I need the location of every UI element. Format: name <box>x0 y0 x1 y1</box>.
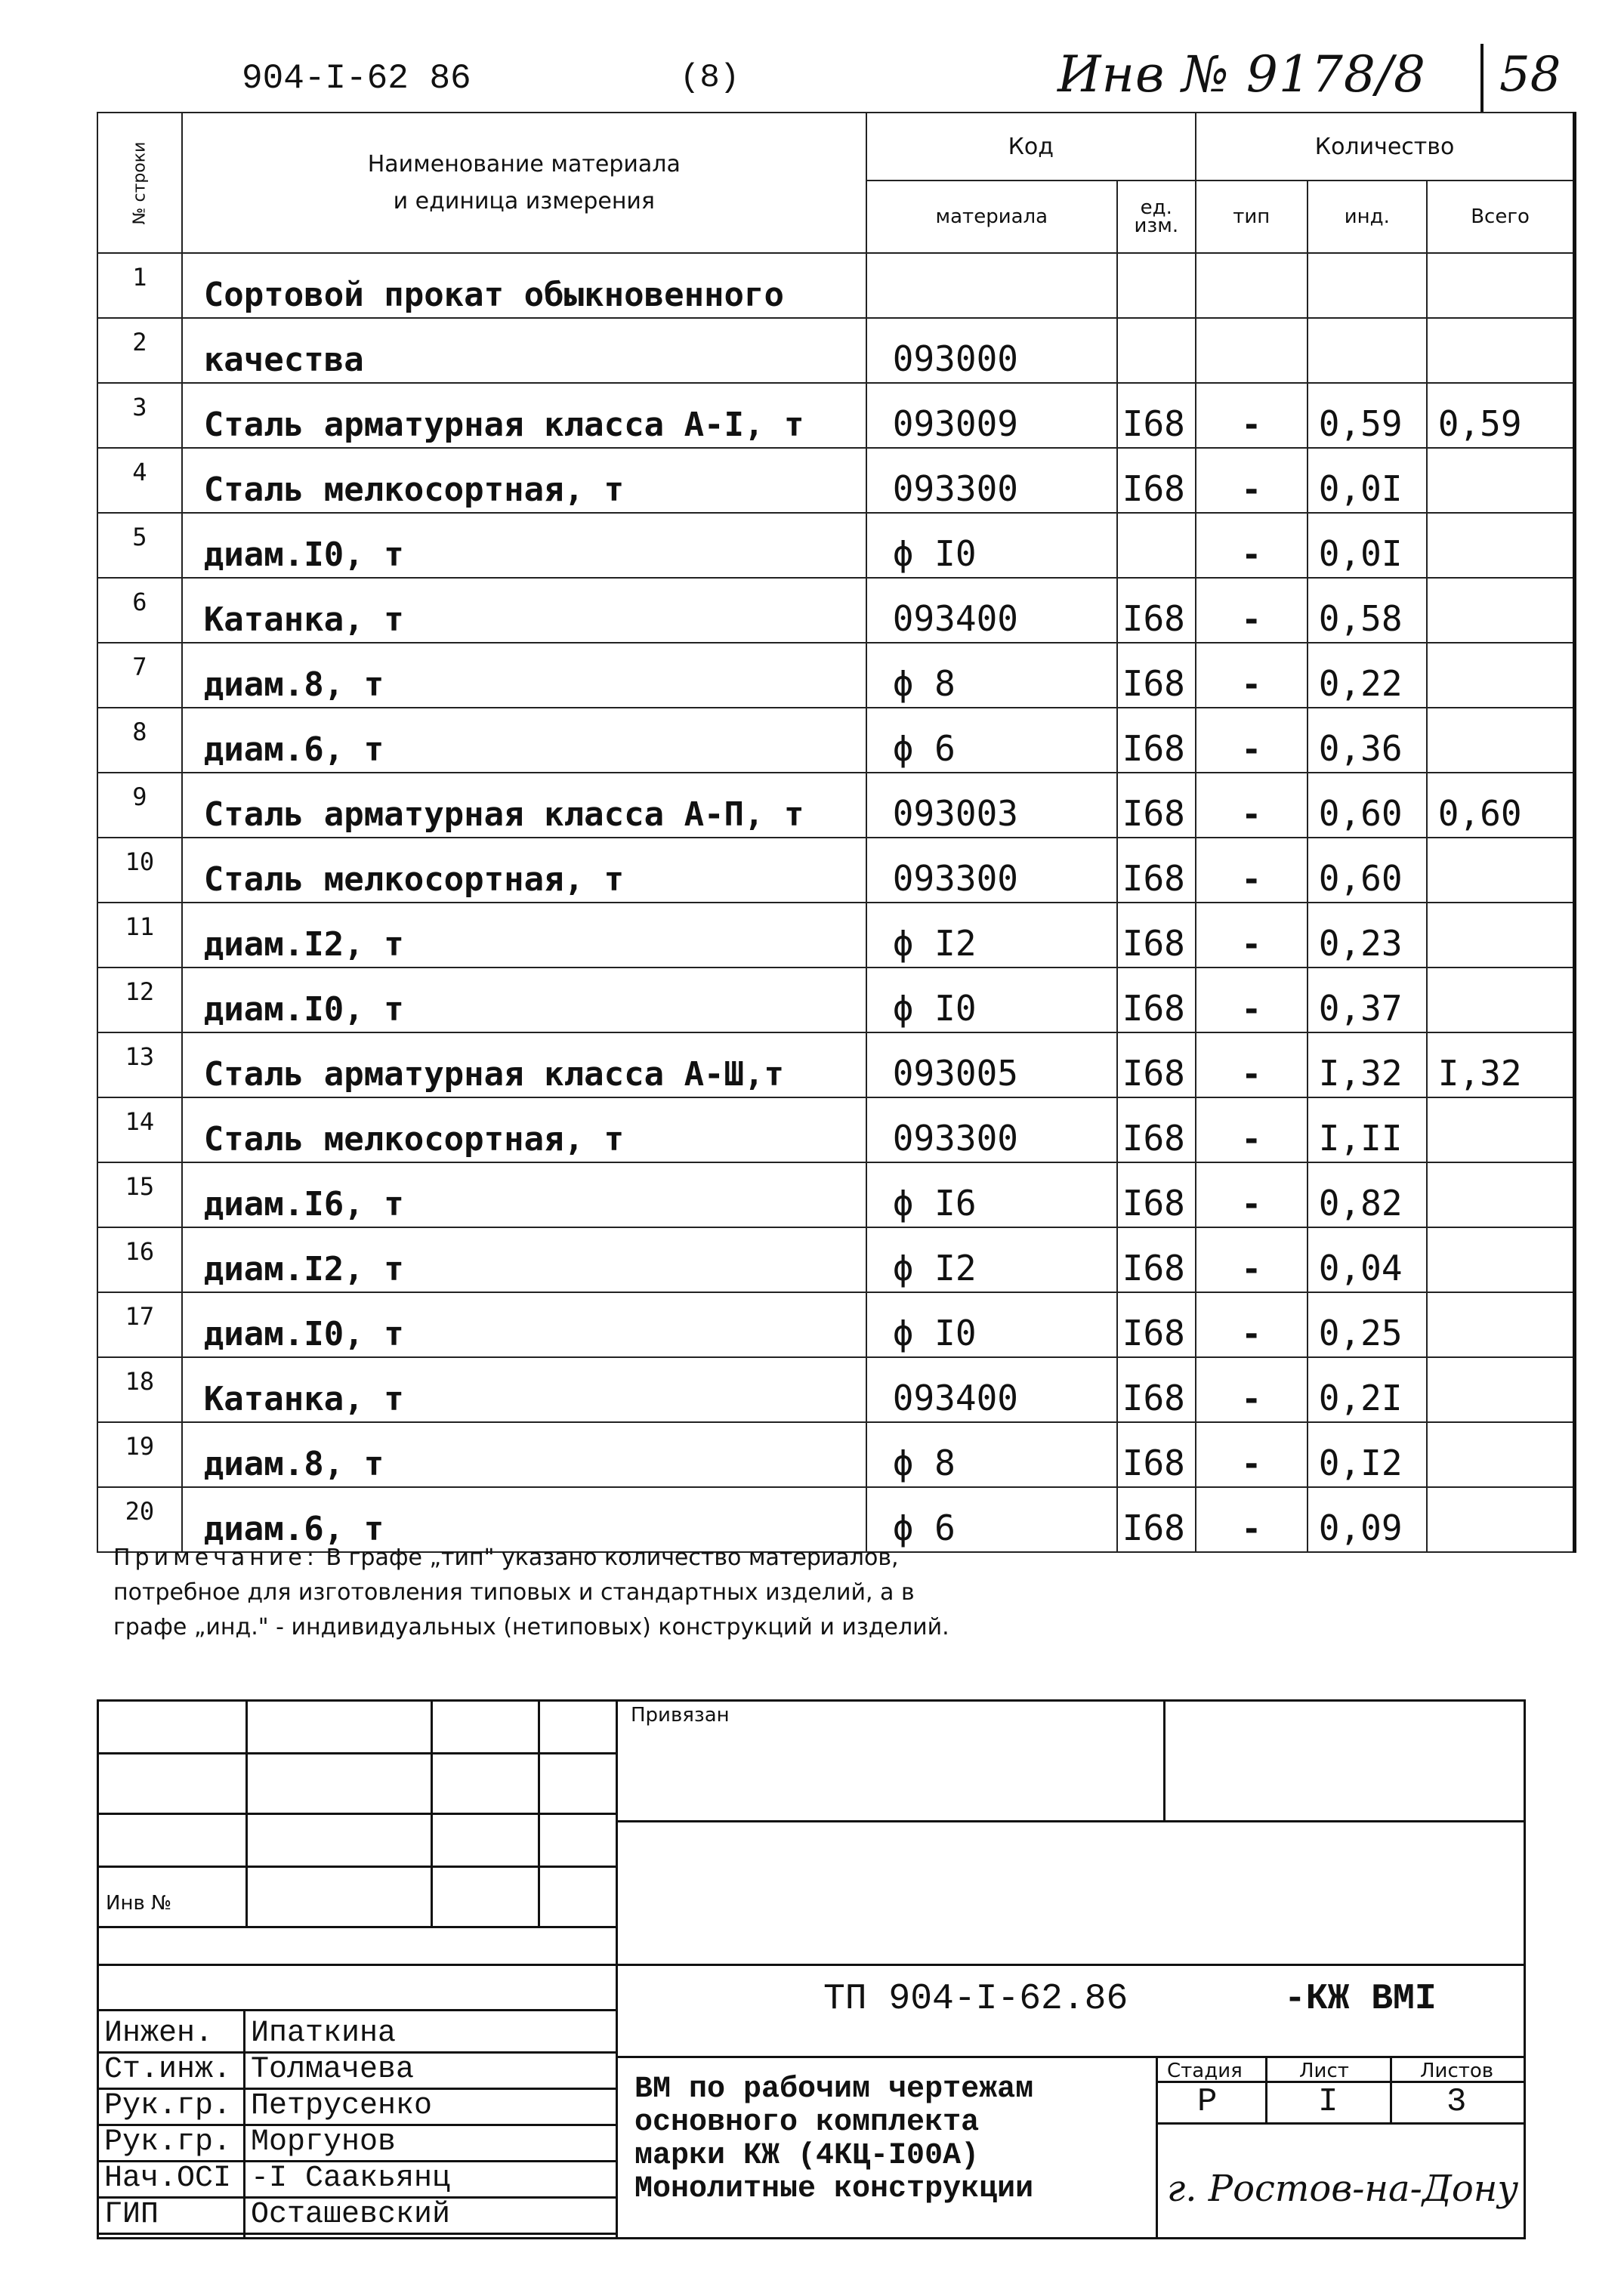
unit-code <box>1117 318 1196 383</box>
material-code: ϕ I0 <box>866 1292 1117 1357</box>
title-doc-suffix: -КЖ ВМI <box>1284 1979 1437 2020</box>
signature-role: ГИП <box>104 2198 159 2232</box>
qty-ind: 0,60 <box>1308 773 1427 838</box>
stage-value: Р <box>1197 2083 1218 2121</box>
qty-total <box>1427 253 1575 318</box>
qty-type: - <box>1196 968 1308 1032</box>
material-name: диам.I0, т <box>182 968 866 1032</box>
qty-total-header: Всего <box>1427 181 1575 253</box>
qty-ind: I,II <box>1308 1097 1427 1162</box>
unit-code: I68 <box>1117 643 1196 708</box>
qty-ind: 0,25 <box>1308 1292 1427 1357</box>
material-code: ϕ I0 <box>866 513 1117 578</box>
table-row <box>97 1032 1575 1097</box>
table-row <box>97 773 1575 838</box>
note-text: В графе „тип" указано количество материалов, потребное для изготовления типовых и стандартных изделий, а в графе „инд." - индивидуальных (нетиповых) конструкций и изделий. <box>113 1545 949 1640</box>
qty-type: - <box>1196 643 1308 708</box>
material-code: 093300 <box>866 448 1117 513</box>
qty-total <box>1427 1422 1575 1487</box>
qty-total <box>1427 1227 1575 1292</box>
header-divider <box>1480 44 1484 112</box>
qty-type: - <box>1196 578 1308 643</box>
row-number: 5 <box>97 513 182 578</box>
signature-name: Осташевский <box>251 2198 451 2232</box>
note <box>113 1541 990 1645</box>
quantity-header: Количество <box>1196 113 1575 181</box>
qty-type: - <box>1196 708 1308 773</box>
material-name: Катанка, т <box>182 578 866 643</box>
signature-name: Моргунов <box>251 2125 397 2159</box>
qty-type: - <box>1196 513 1308 578</box>
inventory-number: Инв № 9178/8 <box>1057 45 1427 103</box>
table-row <box>97 903 1575 968</box>
unit-code: I68 <box>1117 1097 1196 1162</box>
qty-ind: 0,58 <box>1308 578 1427 643</box>
material-name: Сортовой прокат обыкновенного <box>182 253 866 318</box>
material-code: ϕ 6 <box>866 1487 1117 1552</box>
material-code: 093005 <box>866 1032 1117 1097</box>
material-name: диам.I2, т <box>182 1227 866 1292</box>
row-number: 8 <box>97 708 182 773</box>
qty-type: - <box>1196 383 1308 448</box>
unit-code: I68 <box>1117 1422 1196 1487</box>
row-number: 2 <box>97 318 182 383</box>
qty-type: - <box>1196 1487 1308 1552</box>
material-name: Катанка, т <box>182 1357 866 1422</box>
table-row <box>97 513 1575 578</box>
row-number: 11 <box>97 903 182 968</box>
signature-role: Нач.ОСI <box>104 2162 232 2196</box>
city: г. Ростов-на-Дону <box>1167 2168 1519 2210</box>
row-number: 3 <box>97 383 182 448</box>
qty-ind: 0,04 <box>1308 1227 1427 1292</box>
material-name: диам.I6, т <box>182 1162 866 1227</box>
qty-type: - <box>1196 1097 1308 1162</box>
table-row <box>97 1292 1575 1357</box>
note-label: Примечание: <box>113 1545 319 1571</box>
qty-type: - <box>1196 1227 1308 1292</box>
document-code: 904-I-62 86 <box>242 59 471 98</box>
material-code <box>866 253 1117 318</box>
qty-ind: 0,37 <box>1308 968 1427 1032</box>
unit-code: I68 <box>1117 1032 1196 1097</box>
row-number-header: № строки <box>97 113 182 253</box>
material-name: диам.I0, т <box>182 513 866 578</box>
qty-type-header: тип <box>1196 181 1308 253</box>
material-name: диам.6, т <box>182 1487 866 1552</box>
row-number: 17 <box>97 1292 182 1357</box>
materials-table <box>97 112 1576 1553</box>
signature-role: Рук.гр. <box>104 2089 232 2123</box>
row-number: 16 <box>97 1227 182 1292</box>
qty-ind: 0,59 <box>1308 383 1427 448</box>
qty-ind: 0,0I <box>1308 448 1427 513</box>
row-number: 7 <box>97 643 182 708</box>
qty-type: - <box>1196 1292 1308 1357</box>
qty-total <box>1427 1097 1575 1162</box>
qty-total <box>1427 1357 1575 1422</box>
row-number: 13 <box>97 1032 182 1097</box>
qty-total <box>1427 643 1575 708</box>
qty-type: - <box>1196 903 1308 968</box>
qty-type: - <box>1196 1032 1308 1097</box>
qty-total <box>1427 968 1575 1032</box>
table-row <box>97 968 1575 1032</box>
qty-total <box>1427 1162 1575 1227</box>
material-name: Сталь мелкосортная, т <box>182 448 866 513</box>
signature-role: Рук.гр. <box>104 2125 232 2159</box>
qty-total <box>1427 513 1575 578</box>
material-name: Сталь арматурная класса А-Ш,т <box>182 1032 866 1097</box>
material-code: 093003 <box>866 773 1117 838</box>
stage-label: Стадия <box>1167 2060 1243 2082</box>
qty-ind: 0,23 <box>1308 903 1427 968</box>
material-code: ϕ I0 <box>866 968 1117 1032</box>
material-code: ϕ I2 <box>866 903 1117 968</box>
qty-ind: 0,22 <box>1308 643 1427 708</box>
material-name: диам.8, т <box>182 1422 866 1487</box>
table-row <box>97 1357 1575 1422</box>
material-code: ϕ I6 <box>866 1162 1117 1227</box>
qty-type: - <box>1196 1357 1308 1422</box>
qty-total: 0,59 <box>1427 383 1575 448</box>
qty-type: - <box>1196 773 1308 838</box>
qty-total: 0,60 <box>1427 773 1575 838</box>
signature-name: Ипаткина <box>251 2017 397 2051</box>
qty-type <box>1196 318 1308 383</box>
row-number: 14 <box>97 1097 182 1162</box>
material-name: диам.I2, т <box>182 903 866 968</box>
row-number: 1 <box>97 253 182 318</box>
qty-ind <box>1308 253 1427 318</box>
material-name: Сталь арматурная класса А-I, т <box>182 383 866 448</box>
table-row <box>97 708 1575 773</box>
material-code: 093400 <box>866 1357 1117 1422</box>
material-code: ϕ 8 <box>866 643 1117 708</box>
qty-ind: 0,I2 <box>1308 1422 1427 1487</box>
material-code: 093300 <box>866 838 1117 903</box>
material-name: диам.8, т <box>182 643 866 708</box>
qty-type: - <box>1196 1162 1308 1227</box>
material-code: 093300 <box>866 1097 1117 1162</box>
material-code: 093000 <box>866 318 1117 383</box>
signature-role: Ст.инж. <box>104 2053 232 2087</box>
material-name: диам.I0, т <box>182 1292 866 1357</box>
qty-total <box>1427 1487 1575 1552</box>
table-row <box>97 643 1575 708</box>
code-header: Код <box>866 113 1196 181</box>
row-number: 20 <box>97 1487 182 1552</box>
signature-name: Толмачева <box>251 2053 415 2087</box>
signature-name: Петрусенко <box>251 2089 433 2123</box>
qty-ind: 0,09 <box>1308 1487 1427 1552</box>
qty-ind: I,32 <box>1308 1032 1427 1097</box>
material-name: Сталь мелкосортная, т <box>182 1097 866 1162</box>
signature-role: Инжен. <box>104 2017 214 2051</box>
qty-type <box>1196 253 1308 318</box>
unit-code <box>1117 253 1196 318</box>
unit-code: I68 <box>1117 1292 1196 1357</box>
table-row <box>97 318 1575 383</box>
page-number: 58 <box>1499 47 1561 103</box>
unit-code: I68 <box>1117 448 1196 513</box>
row-number: 15 <box>97 1162 182 1227</box>
table-row <box>97 1422 1575 1487</box>
material-name: Сталь арматурная класса А-П, т <box>182 773 866 838</box>
qty-total <box>1427 708 1575 773</box>
table-row <box>97 1227 1575 1292</box>
row-number: 9 <box>97 773 182 838</box>
title-doc-code: ТП 904-I-62.86 <box>823 1979 1128 2020</box>
qty-total <box>1427 903 1575 968</box>
qty-ind: 0,2I <box>1308 1357 1427 1422</box>
table-row <box>97 383 1575 448</box>
sheets-value: 3 <box>1446 2083 1467 2121</box>
qty-type: - <box>1196 1422 1308 1487</box>
row-number: 10 <box>97 838 182 903</box>
qty-total <box>1427 448 1575 513</box>
material-code-header: материала <box>866 181 1117 253</box>
row-number: 19 <box>97 1422 182 1487</box>
table-row <box>97 448 1575 513</box>
material-code: ϕ 8 <box>866 1422 1117 1487</box>
qty-total <box>1427 1292 1575 1357</box>
material-code: ϕ I2 <box>866 1227 1117 1292</box>
sheet-label: Лист <box>1299 2060 1349 2082</box>
unit-code: I68 <box>1117 838 1196 903</box>
material-code: ϕ 6 <box>866 708 1117 773</box>
sheets-label: Листов <box>1420 2060 1494 2082</box>
qty-total <box>1427 318 1575 383</box>
row-number: 6 <box>97 578 182 643</box>
unit-code: I68 <box>1117 1487 1196 1552</box>
unit-code: I68 <box>1117 1227 1196 1292</box>
qty-type: - <box>1196 448 1308 513</box>
unit-code <box>1117 513 1196 578</box>
unit-code: I68 <box>1117 968 1196 1032</box>
row-number: 4 <box>97 448 182 513</box>
bound-label: Привязан <box>631 1704 730 1727</box>
material-name: Сталь мелкосортная, т <box>182 838 866 903</box>
material-name: качества <box>182 318 866 383</box>
sheet-value: I <box>1318 2083 1338 2121</box>
qty-ind: 0,36 <box>1308 708 1427 773</box>
table-row <box>97 1162 1575 1227</box>
qty-ind: 0,0I <box>1308 513 1427 578</box>
qty-ind <box>1308 318 1427 383</box>
material-name: диам.6, т <box>182 708 866 773</box>
material-code: 093400 <box>866 578 1117 643</box>
table-row <box>97 1097 1575 1162</box>
qty-total <box>1427 838 1575 903</box>
material-code: 093009 <box>866 383 1117 448</box>
document-title: ВМ по рабочим чертежам основного комплекта марки КЖ (4КЦ-I00А) Монолитные конструкции <box>634 2072 1034 2206</box>
qty-total <box>1427 578 1575 643</box>
row-number: 18 <box>97 1357 182 1422</box>
qty-ind: 0,60 <box>1308 838 1427 903</box>
qty-total: I,32 <box>1427 1032 1575 1097</box>
sheet-number: (8) <box>680 59 740 97</box>
qty-ind: 0,82 <box>1308 1162 1427 1227</box>
signature-name: -I Саакьянц <box>251 2162 451 2196</box>
unit-code: I68 <box>1117 578 1196 643</box>
table-row <box>97 838 1575 903</box>
unit-code: I68 <box>1117 903 1196 968</box>
unit-code: I68 <box>1117 383 1196 448</box>
unit-code: I68 <box>1117 1162 1196 1227</box>
row-number: 12 <box>97 968 182 1032</box>
unit-header: ед. изм. <box>1117 181 1196 253</box>
table-row <box>97 578 1575 643</box>
unit-code: I68 <box>1117 1357 1196 1422</box>
unit-code: I68 <box>1117 708 1196 773</box>
table-row <box>97 253 1575 318</box>
name-header: Наименование материала и единица измерения <box>182 113 866 253</box>
unit-code: I68 <box>1117 773 1196 838</box>
qty-ind-header: инд. <box>1308 181 1427 253</box>
qty-type: - <box>1196 838 1308 903</box>
inv-label: Инв № <box>106 1892 172 1915</box>
